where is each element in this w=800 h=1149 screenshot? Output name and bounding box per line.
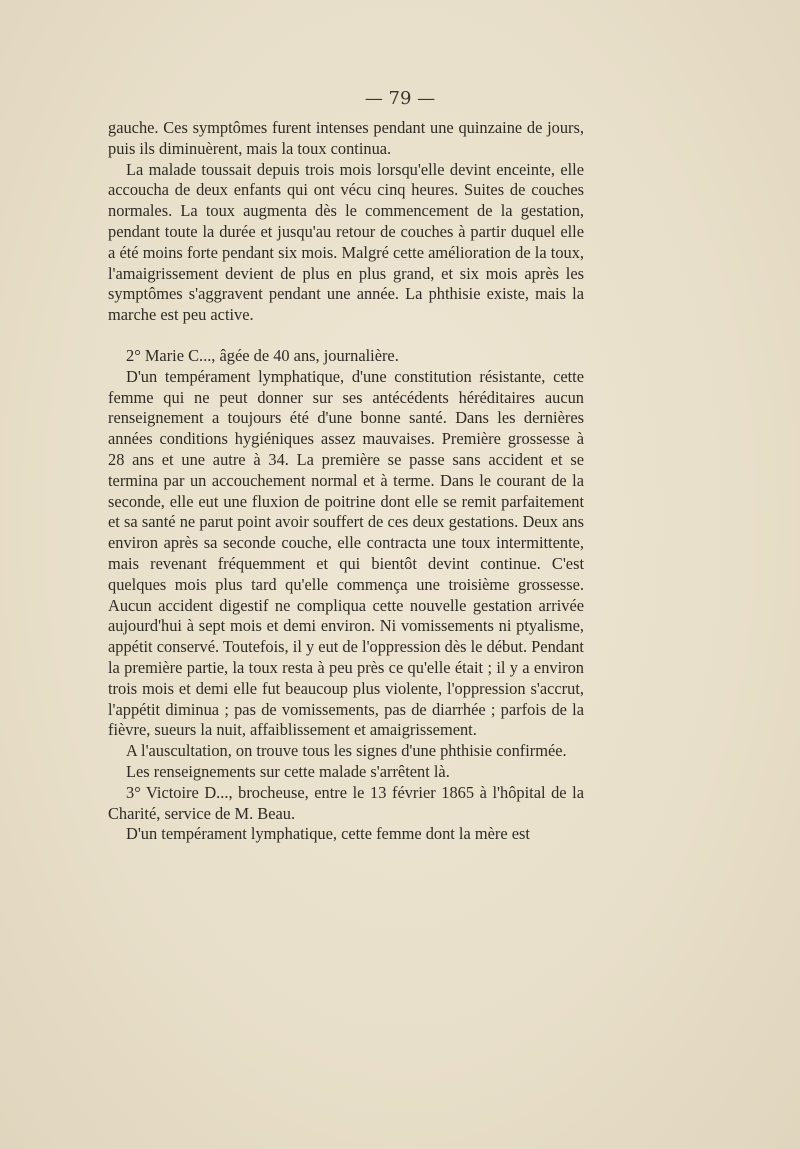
paragraph-3: 2° Marie C..., âgée de 40 ans, journalière. bbox=[126, 345, 399, 365]
paragraph-7: 3° Victoire D..., brocheuse, entre le 13 février 1865 à l'hôpital de la Charité, service de M. Beau. bbox=[108, 782, 584, 823]
paragraph-5: A l'auscultation, on trouve tous les signes d'une phthisie confirmée. bbox=[126, 741, 567, 761]
paragraph-2: La malade toussait depuis trois mois lorsqu'elle devint enceinte, elle accoucha de deux enfants qui ont vécu cinq heures. Suites de couches normales. La toux augmenta dès le commencement de la gestation, pendant toute la durée et jusqu'au retour de couches à partir duquel elle a été moins forte pendant six mois. Malgré cette amélioration de la toux, l'amaigrissement devient de plus en plus grand, et six mois après les symptômes s'aggravent pendant une année. La phthisie existe, mais la marche est peu active. bbox=[108, 159, 584, 325]
paragraph-6: Les renseignements sur cette malade s'arrêtent là. bbox=[126, 761, 450, 781]
paragraph-4: D'un tempérament lymphatique, d'une constitution résistante, cette femme qui ne peut donner sur ses antécédents héréditaires aucun renseignement a toujours été d'une bonne santé. Dans les dernières années conditions hygiéniques assez mauvaises. Première grossesse à 28 ans et une autre à 34. La première se passe sans accident et se termina par un accouchement normal et à terme. Dans le courant de la seconde, elle eut une fluxion de poitrine dont elle se remit parfaitement et sa santé ne parut point avoir souffert de ces deux gestations. Deux ans environ après sa seconde couche, elle contracta une toux intermittente, mais revenant fréquemment et qui bientôt devint continue. C'est quelques mois plus tard qu'elle commença une troisième grossesse. Aucun accident digestif ne compliqua cette nouvelle gestation arrivée aujourd'hui à sept mois et demi environ. Ni vomissements ni ptyalisme, appétit conservé. Toutefois, il y eut de l'oppression dès le début. Pendant la première partie, la toux resta à peu près ce qu'elle était ; il y a environ trois mois et demi elle fut beaucoup plus violente, l'oppression s'accrut, l'appétit diminua ; pas de vomissements, pas de diarrhée ; parfois de la fièvre, sueurs la nuit, affaiblissement et amaigrissement. bbox=[108, 366, 584, 740]
paragraph-1: gauche. Ces symptômes furent intenses pendant une quinzaine de jours, puis ils diminuèrent, mais la toux continua. bbox=[108, 118, 584, 158]
paragraph-spacer bbox=[108, 326, 584, 346]
paragraph-8: D'un tempérament lymphatique, cette femme dont la mère est bbox=[126, 824, 530, 844]
page-number-header: — 79 — bbox=[364, 88, 436, 109]
body-text bbox=[108, 118, 584, 845]
